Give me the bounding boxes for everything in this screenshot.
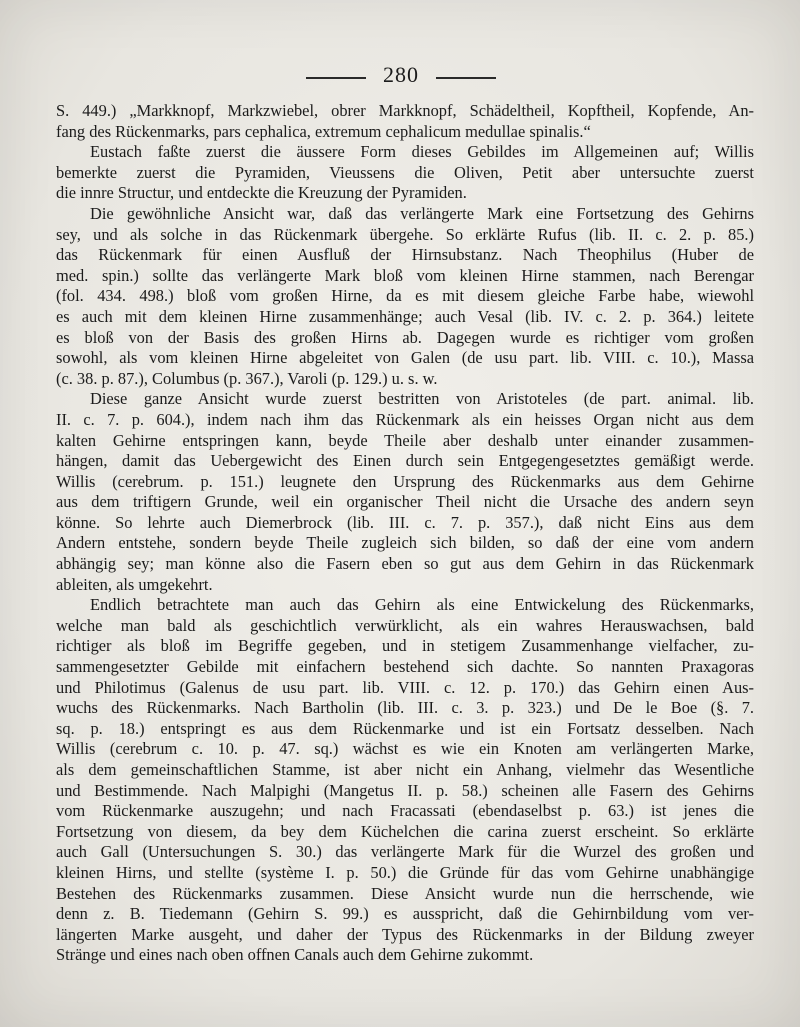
text-line: abhängig sey; man könne also die Fasern eben so gut aus dem Gehirn in das Rückenmark — [56, 554, 754, 574]
text-line: sey, und als solche in das Rückenmark übergehe. So erklärte Rufus (lib. II. c. 2. p. 85.) — [56, 224, 754, 244]
text-line: als dem gemeinschaftlichen Stamme, ist aber nicht ein Anhang, vielmehr das Wesentliche — [56, 760, 754, 779]
text-line: es bloß von der Basis des großen Hirns ab. Dagegen wurde es richtiger vom großen — [56, 327, 754, 347]
text-line: Bestehen des Rückenmarks zusammen. Diese Ansicht wurde nun die herrschende, wie — [56, 883, 754, 903]
text-line: kleinen Hirns, und stellte (système I. p. 50.) die Gründe für das vom Gehirne unabhängige — [56, 862, 754, 882]
header-rule-right — [436, 77, 496, 79]
text-line: S. 449.) „Markknopf, Markzwiebel, obrer Markknopf, Schädeltheil, Kopftheil, Kopfende, An- — [56, 101, 754, 120]
text-line: und Philotimus (Galenus de usu part. lib. VIII. c. 12. p. 170.) das Gehirn einen Aus- — [56, 677, 754, 697]
text-line: die innre Structur, und entdeckte die Kreuzung der Pyramiden. — [56, 183, 467, 203]
text-line: Willis (cerebrum. p. 151.) leugnete den Ursprung des Rückenmarks aus dem Gehirne — [56, 471, 754, 491]
header-rule-left — [306, 77, 366, 79]
text-line: hängen, damit das Uebergewicht des Einen durch sein Entgegengesetztes gemäßigt werde. — [56, 451, 754, 471]
text-line: sammengesetzter Gebilde mit einfachern bestehend sich dachte. So nannten Praxagoras — [56, 657, 754, 677]
text-line: Andern entstehe, sondern beyde Theile zugleich sich bilden, so daß der eine vom andern — [56, 533, 754, 553]
page-number: 280 — [383, 62, 419, 87]
text-line: sq. p. 18.) entspringt es aus dem Rückenmarke und ist ein Fortsatz desselben. Nach — [56, 718, 754, 738]
text-line: Eustach faßte zuerst die äussere Form dieses Gebildes im Allgemeinen auf; Willis — [90, 142, 754, 162]
text-line: bemerkte zuerst die Pyramiden, Vieussens die Oliven, Petit aber untersuchte zuerst — [56, 162, 754, 182]
text-line: Fortsetzung von diesem, da bey dem Küchelchen die carina zuerst erscheint. So erklärte — [56, 821, 754, 841]
text-line: auch Gall (Untersuchungen S. 30.) das verlängerte Mark für die Wurzel des großen und — [56, 842, 754, 862]
text-line: richtiger als bloß im Begriffe gegeben, und in stetigem Zusammenhange vielfacher, zu- — [56, 636, 754, 656]
text-line: Diese ganze Ansicht wurde zuerst bestritten von Aristoteles (de part. animal. lib. — [90, 389, 754, 409]
text-line: das Rückenmark für einen Ausfluß der Hirnsubstanz. Nach Theophilus (Huber de — [56, 245, 754, 265]
text-line: (fol. 434. 498.) bloß vom großen Hirne, da es mit diesem gleiche Farbe habe, wiewohl — [56, 286, 754, 306]
text-line: denn z. B. Tiedemann (Gehirn S. 99.) es ausspricht, daß die Gehirnbildung vom ver- — [56, 904, 754, 924]
text-line: könne. So lehrte auch Diemerbrock (lib. III. c. 7. p. 357.), daß nicht Eins aus dem — [56, 512, 754, 532]
text-line: Stränge und eines nach oben offnen Canals auch dem Gehirne zukommt. — [56, 945, 534, 965]
text-line: Willis (cerebrum c. 10. p. 47. sq.) wächst es wie ein Knoten am verlängerten Marke, — [56, 739, 754, 759]
text-line: es auch mit dem kleinen Hirne zusammenhänge; auch Vesal (lib. IV. c. 2. p. 364.) leitete — [56, 306, 754, 326]
page-header — [0, 60, 800, 90]
text-line: aus dem triftigern Grunde, weil ein organischer Theil nicht die Ursache des andern seyn — [56, 492, 754, 512]
text-line: vom Rückenmarke auszugehn; und nach Fracassati (ebendaselbst p. 63.) ist jenes die — [56, 801, 754, 821]
text-line: ableiten, als umgekehrt. — [56, 574, 213, 594]
text-line: Endlich betrachtete man auch das Gehirn als eine Entwickelung des Rückenmarks, — [90, 595, 754, 615]
text-line: kalten Gehirne entspringen kann, beyde Theile aber deshalb unter einander zusammen- — [56, 430, 754, 450]
text-line: welche man bald als geschichtlich verwürklicht, als ein wahres Herauswachsen, bald — [56, 615, 754, 635]
body-text — [56, 101, 754, 966]
text-line: und Bestimmende. Nach Malpighi (Mangetus II. p. 58.) scheinen alle Fasern des Gehirns — [56, 780, 754, 800]
text-line: Die gewöhnliche Ansicht war, daß das verlängerte Mark eine Fortsetzung des Gehirns — [90, 203, 754, 223]
text-line: sowohl, als vom kleinen Hirne abgeleitet von Galen (de usu part. lib. VIII. c. 10.), Massa — [56, 348, 754, 368]
text-line: (c. 38. p. 87.), Columbus (p. 367.), Varoli (p. 129.) u. s. w. — [56, 368, 438, 388]
text-line: längerten Marke ausgeht, und daher der Typus des Rückenmarks in der Bildung zweyer — [56, 924, 754, 944]
text-line: wuchs des Rückenmarks. Nach Bartholin (lib. III. c. 3. p. 323.) und De le Boe (§. 7. — [56, 698, 754, 718]
text-line: fang des Rückenmarks, pars cephalica, extremum cephalicum medullae spinalis.“ — [56, 121, 591, 141]
text-line: med. spin.) sollte das verlängerte Mark bloß vom kleinen Hirne stammen, nach Berengar — [56, 265, 754, 285]
text-line: II. c. 7. p. 604.), indem nach ihm das Rückenmark als ein heisses Organ nicht aus dem — [56, 409, 754, 429]
